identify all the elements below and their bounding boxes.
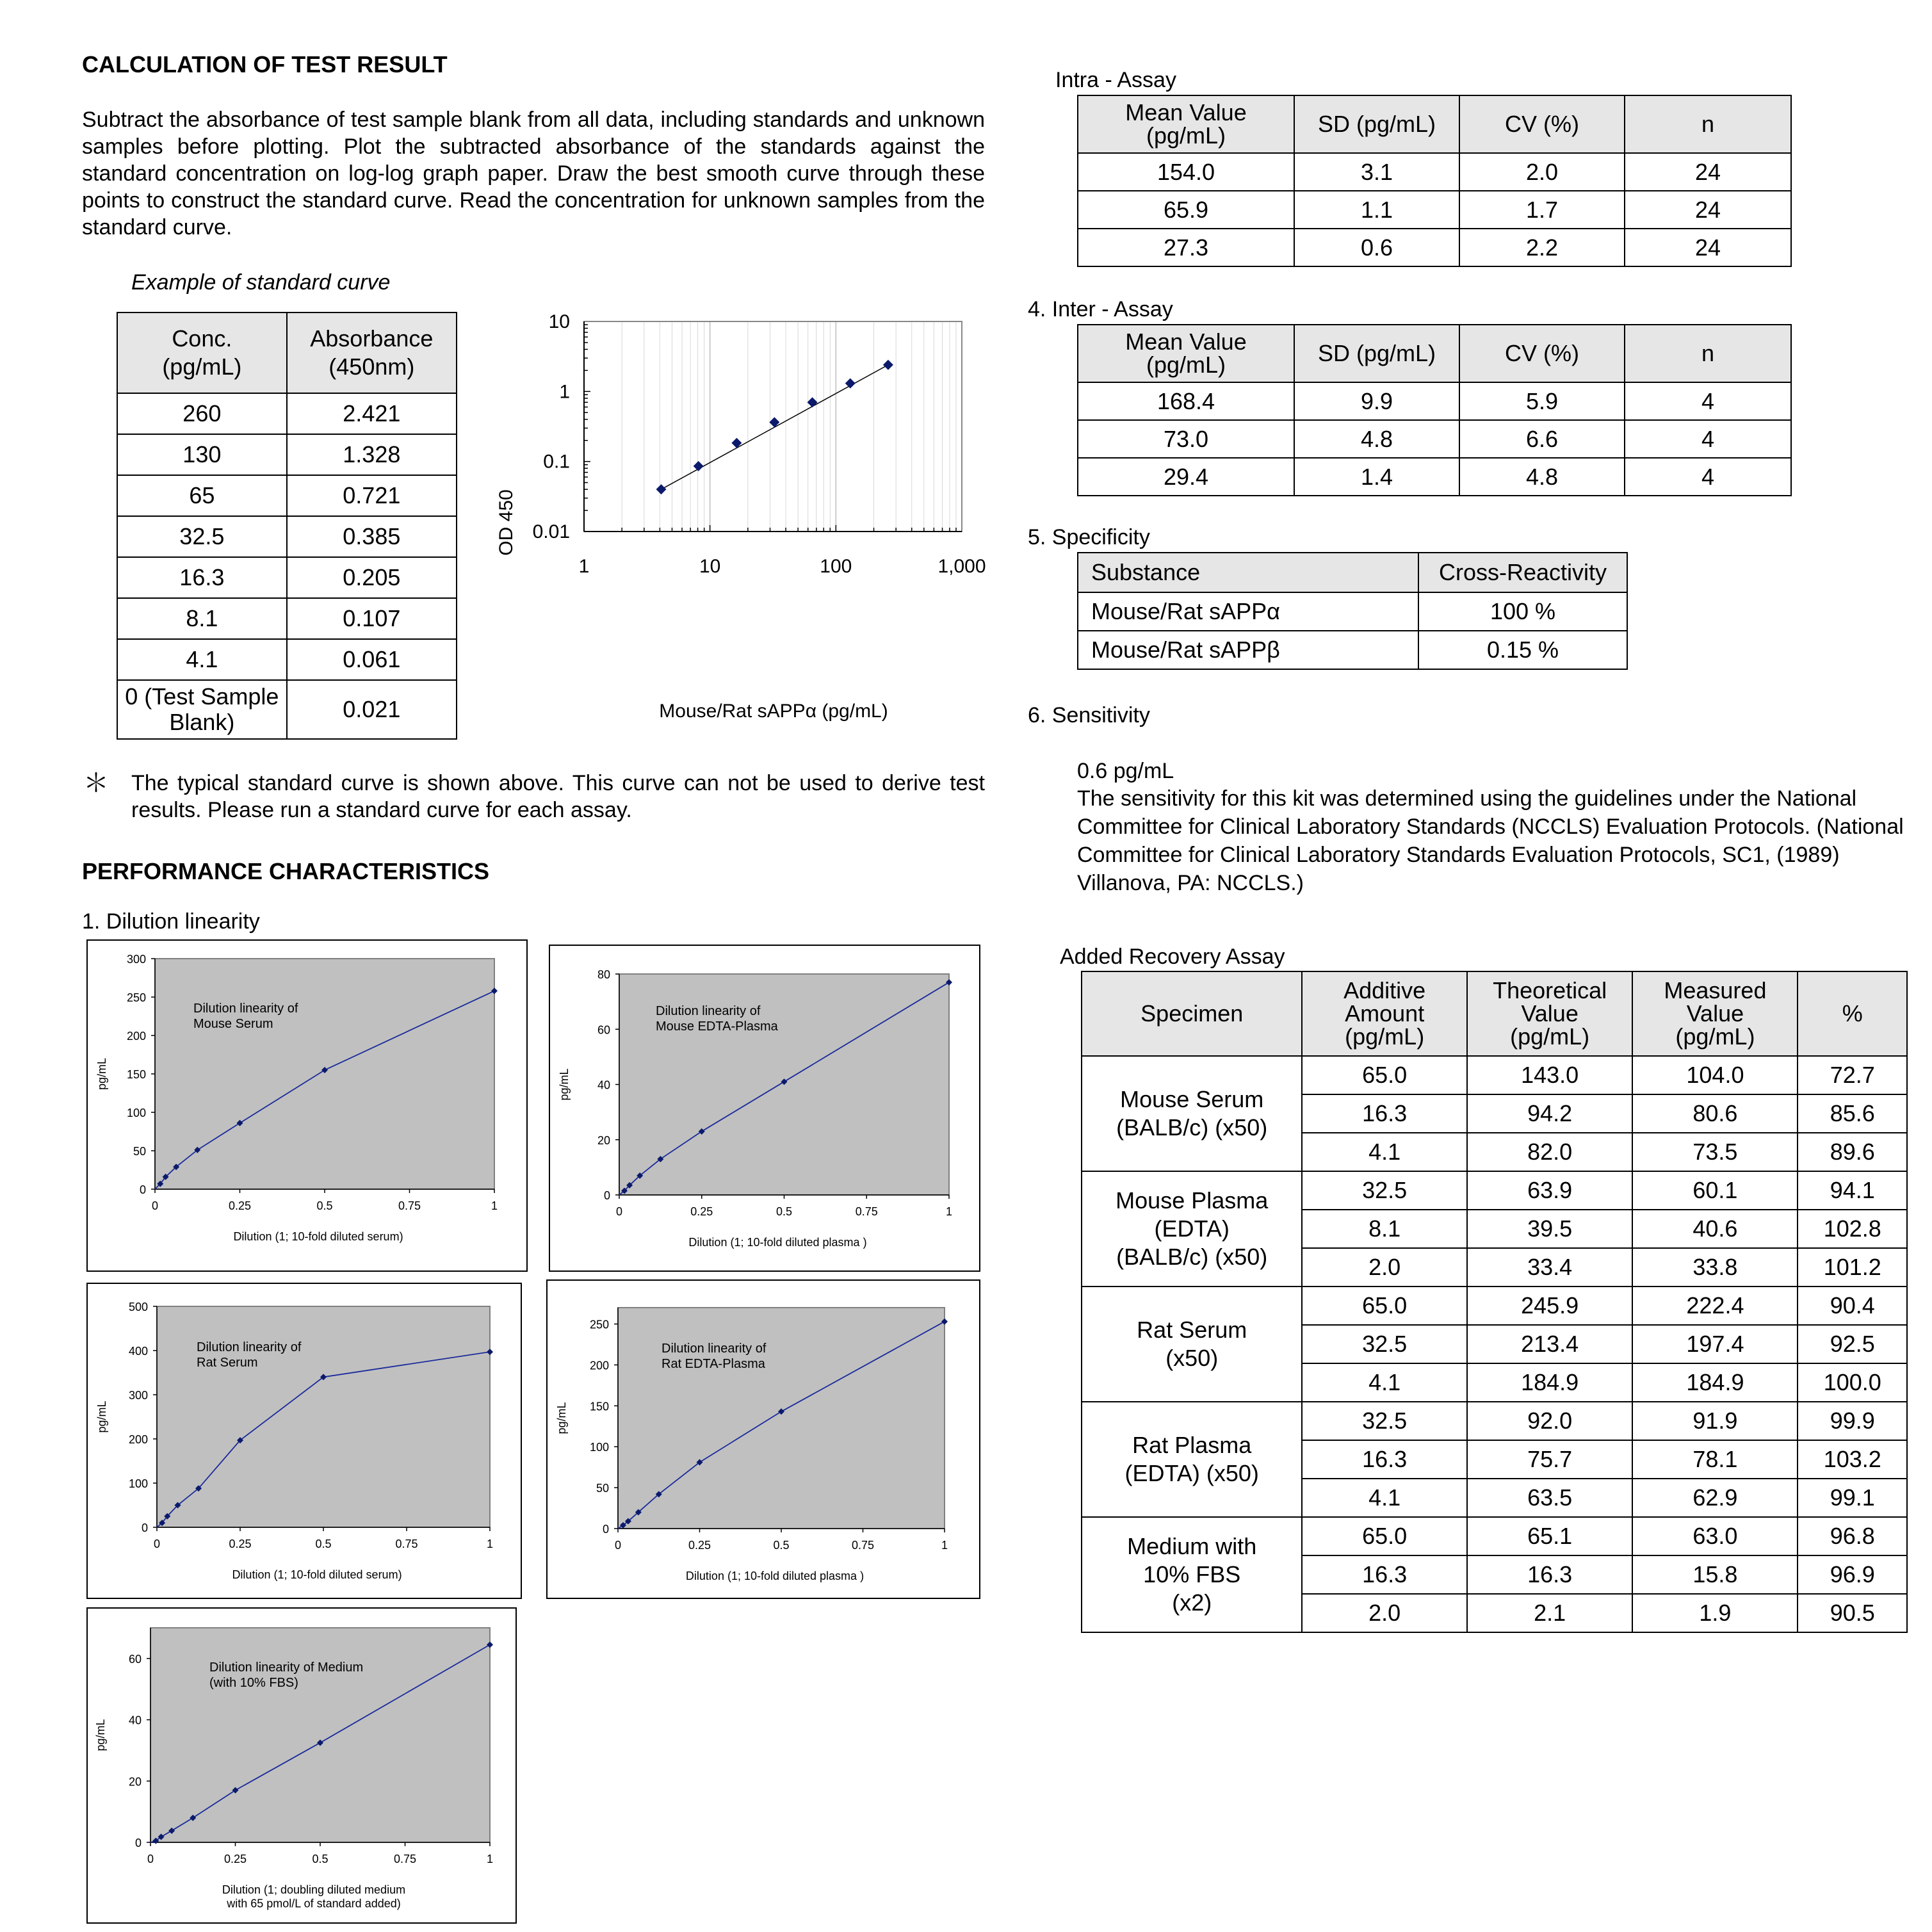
dilution-chart-rat-serum	[88, 1284, 521, 1598]
dilution-chart-rat-plasma	[548, 1281, 979, 1598]
header-cell: n	[1625, 95, 1791, 153]
table-cell: 4.8	[1294, 420, 1459, 458]
x-tick-label: 1	[941, 1539, 948, 1552]
table-cell: 4.1	[117, 639, 287, 680]
y-tick-label: 50	[133, 1145, 146, 1158]
y-tick-label: 0	[141, 1522, 148, 1534]
note-symbol: ＊	[83, 769, 109, 797]
table-cell: 73.0	[1078, 420, 1294, 458]
table-cell: 0 (Test Sample Blank)	[117, 680, 287, 739]
table-cell: 90.4	[1798, 1287, 1907, 1325]
table-cell: 65.1	[1467, 1517, 1632, 1555]
table-cell: 2.421	[287, 393, 457, 434]
table-row	[117, 393, 457, 434]
note-text: The typical standard curve is shown above. This curve can not be used to derive test results. Please run a standard curve for each assay.	[131, 771, 985, 822]
table-cell: 94.1	[1798, 1171, 1907, 1210]
table-cell: 197.4	[1632, 1325, 1798, 1363]
table-cell: 2.0	[1302, 1594, 1467, 1632]
table-cell: 65.0	[1302, 1056, 1467, 1094]
table-row	[117, 557, 457, 598]
table-cell: 92.0	[1467, 1402, 1632, 1440]
header-cell: Substance	[1078, 553, 1418, 592]
specificity-title: 5. Specificity	[1028, 525, 1150, 549]
table-cell: 32.5	[1302, 1325, 1467, 1363]
table-cell: 8.1	[1302, 1210, 1467, 1248]
y-axis-label: pg/mL	[95, 1400, 108, 1433]
table-cell: 8.1	[117, 598, 287, 639]
table-cell: 96.8	[1798, 1517, 1907, 1555]
sensitivity-text: The sensitivity for this kit was determined using the guidelines under the National Committee for Clinical Laboratory Standards (NCCLS) Evaluation Protocols. (National Committee for Clinical Laboratory Standards Evaluation Protocols, SC1, (1989) Villanova, PA: NCCLS.)	[1077, 786, 1904, 895]
table-row	[1078, 592, 1627, 631]
table-cell: 62.9	[1632, 1479, 1798, 1517]
table-row	[1082, 1402, 1907, 1440]
y-tick-label: 200	[128, 1433, 148, 1446]
table-cell: 65.0	[1302, 1287, 1467, 1325]
header-cell: Absorbance (450nm)	[287, 313, 457, 393]
y-tick-label: 100	[589, 1441, 609, 1454]
chart-title: Dilution linearity of Mouse Serum	[193, 1002, 298, 1031]
data-point	[694, 461, 704, 471]
x-axis-label: Dilution (1; 10-fold diluted serum)	[232, 1568, 402, 1581]
dilution-chart-medium	[88, 1609, 515, 1922]
table-cell: 72.7	[1798, 1056, 1907, 1094]
x-axis-label: Dilution (1; doubling diluted medium with 65 pmol/L of standard added)	[222, 1883, 406, 1910]
x-tick-label: 0.25	[688, 1539, 711, 1552]
table-cell: 91.9	[1632, 1402, 1798, 1440]
x-tick-label: 10	[699, 556, 721, 577]
recovery-table	[1081, 971, 1908, 1633]
table-cell: 0.021	[287, 680, 457, 739]
table-cell: 184.9	[1467, 1363, 1632, 1402]
dilution-box-rat-plasma	[546, 1279, 980, 1599]
table-cell: 222.4	[1632, 1287, 1798, 1325]
x-tick-label: 0.25	[228, 1199, 252, 1212]
table-cell: 130	[117, 434, 287, 475]
table-cell: 1.328	[287, 434, 457, 475]
x-tick-label: 0.75	[393, 1853, 417, 1865]
table-cell: 0.061	[287, 639, 457, 680]
table-cell: 101.2	[1798, 1248, 1907, 1287]
y-tick-label: 500	[128, 1301, 148, 1313]
header-cell: %	[1798, 971, 1907, 1056]
x-tick-label: 1	[486, 1853, 494, 1865]
x-tick-label: 0.5	[775, 1205, 793, 1218]
table-cell: 213.4	[1467, 1325, 1632, 1363]
table-cell: 15.8	[1632, 1555, 1798, 1594]
table-cell: 32.5	[117, 516, 287, 557]
y-tick-label: 0	[139, 1183, 146, 1196]
x-tick-label: 1,000	[938, 556, 986, 577]
table-row	[1078, 420, 1791, 458]
table-cell: 24	[1625, 191, 1791, 229]
table-cell: 1.4	[1294, 458, 1459, 496]
x-tick-label: 0.75	[855, 1205, 878, 1218]
intra-title: Intra - Assay	[1055, 68, 1176, 92]
plot-background	[155, 959, 494, 1189]
chart-title: Dilution linearity of Rat Serum	[197, 1340, 302, 1370]
chart-title: Dilution linearity of Mouse EDTA-Plasma	[656, 1004, 778, 1034]
table-row	[117, 434, 457, 475]
table-row	[1078, 153, 1791, 191]
table-cell: 24	[1625, 229, 1791, 266]
table-cell: 2.2	[1459, 229, 1625, 266]
table-cell: 143.0	[1467, 1056, 1632, 1094]
y-tick-label: 300	[128, 1389, 148, 1402]
intra-assay-table	[1077, 95, 1792, 267]
x-tick-label: 100	[820, 556, 852, 577]
header-cell: Mean Value (pg/mL)	[1078, 95, 1294, 153]
specimen-cell: Mouse Serum (BALB/c) (x50)	[1082, 1056, 1302, 1171]
table-cell: 0.385	[287, 516, 457, 557]
table-cell: 90.5	[1798, 1594, 1907, 1632]
table-cell: 16.3	[1302, 1555, 1467, 1594]
table-cell: 104.0	[1632, 1056, 1798, 1094]
table-cell: 0.6	[1294, 229, 1459, 266]
header-cell: Cross-Reactivity	[1418, 553, 1627, 592]
plot-area	[584, 321, 962, 532]
table-row	[117, 598, 457, 639]
table-cell: 9.9	[1294, 382, 1459, 420]
y-tick-label: 200	[589, 1359, 609, 1372]
header-cell: SD (pg/mL)	[1294, 95, 1459, 153]
y-tick-label: 300	[126, 953, 146, 966]
y-tick-label: 0.1	[543, 451, 570, 473]
table-cell: 32.5	[1302, 1171, 1467, 1210]
table-row	[1082, 1056, 1907, 1094]
table-cell: 0.15 %	[1418, 631, 1627, 669]
calc-title: CALCULATION OF TEST RESULT	[82, 51, 448, 77]
data-point	[731, 438, 742, 448]
plot-background	[618, 1308, 945, 1529]
table-cell: 0.107	[287, 598, 457, 639]
y-axis-label: OD 450	[496, 489, 517, 556]
x-tick-label: 0.25	[223, 1853, 247, 1865]
data-point	[808, 397, 818, 407]
x-tick-label: 1	[491, 1199, 498, 1212]
specimen-cell: Medium with 10% FBS (x2)	[1082, 1517, 1302, 1632]
table-row	[117, 639, 457, 680]
table-cell: 245.9	[1467, 1287, 1632, 1325]
table-cell: 75.7	[1467, 1440, 1632, 1479]
y-tick-label: 60	[597, 1023, 610, 1037]
specimen-cell: Mouse Plasma (EDTA) (BALB/c) (x50)	[1082, 1171, 1302, 1287]
y-tick-label: 40	[597, 1078, 610, 1092]
dilution-chart-mouse-plasma	[550, 946, 979, 1270]
table-row	[1078, 382, 1791, 420]
x-tick-label: 0	[153, 1538, 161, 1550]
table-cell: 63.0	[1632, 1517, 1798, 1555]
y-tick-label: 10	[548, 311, 570, 332]
table-cell: 4.8	[1459, 458, 1625, 496]
plot-background	[157, 1306, 490, 1527]
table-cell: 65	[117, 475, 287, 516]
chart-title: Dilution linearity of Medium (with 10% FBS)	[209, 1660, 364, 1690]
x-tick-label: 0.25	[690, 1205, 713, 1218]
x-tick-label: 0.25	[229, 1538, 252, 1550]
data-point	[845, 378, 856, 389]
x-tick-label: 0.75	[395, 1538, 418, 1550]
table-cell: 184.9	[1632, 1363, 1798, 1402]
table-cell: 40.6	[1632, 1210, 1798, 1248]
chart-title: Dilution linearity of Rat EDTA-Plasma	[662, 1342, 767, 1371]
y-tick-label: 20	[128, 1775, 142, 1789]
x-tick-label: 1	[945, 1205, 953, 1218]
y-tick-label: 0.01	[532, 521, 570, 542]
example-label: Example of standard curve	[131, 270, 391, 295]
table-row	[1078, 191, 1791, 229]
table-cell: 32.5	[1302, 1402, 1467, 1440]
dilution-title: 1. Dilution linearity	[82, 909, 260, 934]
table-cell: 29.4	[1078, 458, 1294, 496]
table-cell: 24	[1625, 153, 1791, 191]
table-cell: 1.7	[1459, 191, 1625, 229]
table-row	[117, 516, 457, 557]
x-axis-label: Dilution (1; 10-fold diluted plasma )	[688, 1236, 867, 1249]
y-tick-label: 200	[126, 1030, 146, 1043]
x-tick-label: 0	[615, 1205, 623, 1218]
table-cell: Mouse/Rat sAPPβ	[1078, 631, 1418, 669]
x-tick-label: 0	[147, 1853, 154, 1865]
data-point	[883, 360, 893, 370]
table-row	[1078, 229, 1791, 266]
dilution-chart-mouse-serum	[88, 941, 526, 1270]
header-cell: Conc. (pg/mL)	[117, 313, 287, 393]
table-cell: 16.3	[1302, 1094, 1467, 1133]
y-axis-label: pg/mL	[558, 1068, 571, 1101]
x-axis-label: Mouse/Rat sAPPα (pg/mL)	[659, 701, 888, 722]
table-cell: 103.2	[1798, 1440, 1907, 1479]
table-cell: 27.3	[1078, 229, 1294, 266]
table-cell: 92.5	[1798, 1325, 1907, 1363]
x-tick-label: 1	[578, 556, 590, 577]
table-cell: 80.6	[1632, 1094, 1798, 1133]
table-cell: 154.0	[1078, 153, 1294, 191]
table-cell: 0.721	[287, 475, 457, 516]
table-cell: 33.8	[1632, 1248, 1798, 1287]
y-tick-label: 0	[134, 1837, 142, 1849]
table-cell: 2.1	[1467, 1594, 1632, 1632]
table-cell: 16.3	[1467, 1555, 1632, 1594]
table-cell: 4.1	[1302, 1133, 1467, 1171]
table-cell: 63.5	[1467, 1479, 1632, 1517]
table-cell: 3.1	[1294, 153, 1459, 191]
table-cell: 85.6	[1798, 1094, 1907, 1133]
table-cell: 16.3	[117, 557, 287, 598]
table-cell: 4	[1625, 382, 1791, 420]
standard-curve-chart	[487, 301, 999, 736]
table-cell: 5.9	[1459, 382, 1625, 420]
x-axis-label: Dilution (1; 10-fold diluted plasma )	[685, 1570, 865, 1582]
dilution-box-medium	[86, 1607, 517, 1924]
y-axis-label: pg/mL	[555, 1402, 568, 1434]
table-cell: 100 %	[1418, 592, 1627, 631]
table-cell: 1.1	[1294, 191, 1459, 229]
y-tick-label: 250	[126, 991, 146, 1004]
table-cell: 16.3	[1302, 1440, 1467, 1479]
table-cell: 168.4	[1078, 382, 1294, 420]
x-tick-label: 0.75	[851, 1539, 875, 1552]
table-cell: 102.8	[1798, 1210, 1907, 1248]
y-tick-label: 40	[128, 1714, 142, 1727]
table-cell: 4	[1625, 420, 1791, 458]
x-tick-label: 0.5	[316, 1199, 333, 1212]
table-cell: 0.205	[287, 557, 457, 598]
y-tick-label: 0	[602, 1523, 609, 1536]
table-cell: 6.6	[1459, 420, 1625, 458]
table-cell: 33.4	[1467, 1248, 1632, 1287]
header-cell: Specimen	[1082, 971, 1302, 1056]
table-cell: 94.2	[1467, 1094, 1632, 1133]
y-tick-label: 100	[128, 1477, 148, 1490]
table-cell: 100.0	[1798, 1363, 1907, 1402]
table-cell: 39.5	[1467, 1210, 1632, 1248]
specificity-table	[1077, 552, 1628, 670]
dilution-box-mouse-plasma	[549, 945, 980, 1272]
table-row	[117, 680, 457, 739]
table-cell: 260	[117, 393, 287, 434]
table-row	[1082, 1287, 1907, 1325]
header-cell: Measured Value (pg/mL)	[1632, 971, 1798, 1056]
sensitivity-title: 6. Sensitivity	[1028, 703, 1150, 727]
specimen-cell: Rat Plasma (EDTA) (x50)	[1082, 1402, 1302, 1517]
x-tick-label: 0.75	[398, 1199, 421, 1212]
table-cell: 73.5	[1632, 1133, 1798, 1171]
table-cell: 63.9	[1467, 1171, 1632, 1210]
table-row	[1082, 1517, 1907, 1555]
y-tick-label: 80	[597, 968, 610, 981]
y-tick-label: 50	[596, 1482, 609, 1495]
table-cell: Mouse/Rat sAPPα	[1078, 592, 1418, 631]
y-axis-label: pg/mL	[94, 1719, 107, 1751]
table-cell: 82.0	[1467, 1133, 1632, 1171]
header-cell: Additive Amount (pg/mL)	[1302, 971, 1467, 1056]
y-tick-label: 150	[589, 1400, 609, 1413]
x-tick-label: 0.5	[773, 1539, 790, 1552]
x-tick-label: 1	[486, 1538, 494, 1550]
y-tick-label: 60	[128, 1652, 142, 1666]
header-cell: Mean Value (pg/mL)	[1078, 325, 1294, 382]
table-cell: 65.9	[1078, 191, 1294, 229]
table-row	[1082, 1171, 1907, 1210]
perf-title: PERFORMANCE CHARACTERISTICS	[82, 858, 490, 884]
header-cell: Theoretical Value (pg/mL)	[1467, 971, 1632, 1056]
y-tick-label: 150	[126, 1068, 146, 1081]
table-cell: 2.0	[1459, 153, 1625, 191]
y-tick-label: 1	[559, 381, 570, 403]
table-cell: 89.6	[1798, 1133, 1907, 1171]
y-tick-label: 20	[597, 1133, 610, 1147]
table-row	[1078, 631, 1627, 669]
calc-paragraph: Subtract the absorbance of test sample blank from all data, including standards and unknown samples before plotting. Plot the subtracted absorbance of the standards against the standard concentration on log-log graph paper. Draw the best smooth curve through these points to construct the standard curve. Read the concentration for unknown samples from the standard curve.	[82, 108, 985, 239]
table-cell: 4	[1625, 458, 1791, 496]
y-tick-label: 100	[126, 1107, 146, 1119]
x-tick-label: 0	[151, 1199, 159, 1212]
standard-table	[117, 312, 457, 740]
dilution-box-rat-serum	[86, 1283, 522, 1599]
x-tick-label: 0.5	[312, 1853, 329, 1865]
table-cell: 99.1	[1798, 1479, 1907, 1517]
x-axis-label: Dilution (1; 10-fold diluted serum)	[233, 1230, 403, 1243]
y-tick-label: 250	[589, 1318, 609, 1331]
y-tick-label: 400	[128, 1345, 148, 1358]
table-row	[1078, 458, 1791, 496]
y-tick-label: 0	[603, 1189, 610, 1202]
table-cell: 78.1	[1632, 1440, 1798, 1479]
table-cell: 99.9	[1798, 1402, 1907, 1440]
header-cell: n	[1625, 325, 1791, 382]
recovery-title: Added Recovery Assay	[1060, 945, 1285, 969]
inter-assay-table	[1077, 324, 1792, 496]
dilution-box-mouse-serum	[86, 939, 528, 1272]
table-cell: 4.1	[1302, 1479, 1467, 1517]
table-cell: 65.0	[1302, 1517, 1467, 1555]
table-cell: 96.9	[1798, 1555, 1907, 1594]
plot-frame	[584, 321, 962, 532]
data-point	[656, 484, 667, 494]
header-cell: SD (pg/mL)	[1294, 325, 1459, 382]
sensitivity-value: 0.6 pg/mL	[1077, 759, 1174, 783]
x-tick-label: 0	[614, 1539, 622, 1552]
table-cell: 60.1	[1632, 1171, 1798, 1210]
table-cell: 4.1	[1302, 1363, 1467, 1402]
header-cell: CV (%)	[1459, 325, 1625, 382]
header-cell: CV (%)	[1459, 95, 1625, 153]
table-row	[117, 475, 457, 516]
inter-title: 4. Inter - Assay	[1028, 297, 1173, 321]
plot-area	[151, 959, 498, 1193]
table-cell: 2.0	[1302, 1248, 1467, 1287]
y-axis-label: pg/mL	[95, 1057, 108, 1091]
x-tick-label: 0.5	[315, 1538, 332, 1550]
specimen-cell: Rat Serum (x50)	[1082, 1287, 1302, 1402]
table-cell: 1.9	[1632, 1594, 1798, 1632]
